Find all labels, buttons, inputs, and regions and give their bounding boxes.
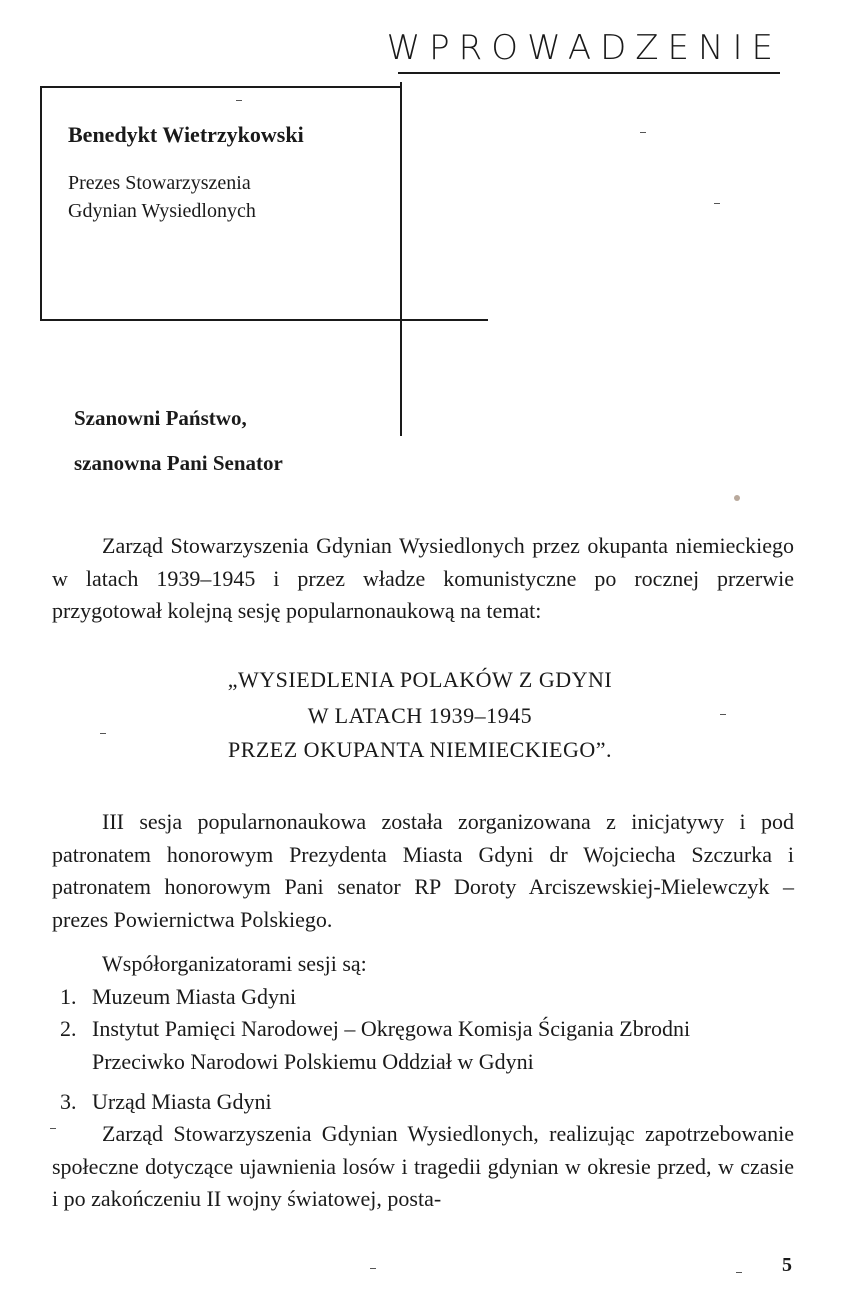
list-item <box>60 1086 794 1119</box>
list-item <box>60 981 794 1014</box>
session-title-line2: W LATACH 1939–1945 <box>307 703 533 728</box>
intro-paragraph-text: Zarząd Stowarzyszenia Gdynian Wysiedlonych przez okupanta niemieckiego w latach 1939–1945 i przez władze komunistyczne po rocznej przerwie przygotował kolejną sesję popularnonaukową na temat: <box>52 533 794 623</box>
author-role-line2: Gdynian Wysiedlonych <box>68 200 256 222</box>
scan-speck <box>370 1268 376 1269</box>
scan-speck <box>734 495 740 501</box>
session-info-text: III sesja popularnonaukowa została zorganizowana z inicjatywy i pod patronatem honorowym Prezydenta Miasta Gdyni dr Wojciecha Szczurka i patronatem honorowym Pani senator RP Doroty Arciszewskiej-Mielewczyk – prezes Powiernictwa Polskiego. <box>52 809 794 932</box>
greeting-line1: Szanowni Państwo, <box>74 406 247 430</box>
page-number: 5 <box>782 1254 792 1276</box>
list-item-number: 1. <box>60 984 77 1009</box>
scan-speck <box>236 100 242 101</box>
session-title-line1: „WYSIEDLENIA POLAKÓW Z GDYNI <box>227 667 613 692</box>
scan-speck <box>50 1128 56 1129</box>
closing-paragraph <box>52 1118 794 1216</box>
scan-speck <box>720 714 726 715</box>
list-item-text: Muzeum Miasta Gdyni <box>92 984 297 1009</box>
author-box-divider-rule <box>400 82 402 436</box>
author-box-bottom-rule <box>40 319 488 321</box>
list-item-number: 3. <box>60 1089 77 1114</box>
greeting-line2: szanowna Pani Senator <box>74 451 283 475</box>
intro-paragraph <box>52 530 794 628</box>
author-box-left-rule <box>40 86 42 320</box>
list-item-text: Urząd Miasta Gdyni <box>92 1089 272 1114</box>
list-item-text: Instytut Pamięci Narodowej – Okręgowa Komisja Ścigania Zbrodni <box>92 1016 691 1041</box>
session-title-line3: PRZEZ OKUPANTA NIEMIECKIEGO”. <box>227 737 613 762</box>
scan-speck <box>100 733 106 734</box>
author-name: Benedykt Wietrzykowski <box>68 122 304 147</box>
closing-paragraph-text: Zarząd Stowarzyszenia Gdynian Wysiedlonych, realizując zapotrzebowanie społeczne dotyczące ujawnienia losów i tragedii gdynian w okresie przed, w czasie i po zakończeniu II wojny światowej, posta- <box>52 1121 794 1211</box>
header-rule <box>398 72 780 74</box>
list-item-number: 2. <box>60 1016 77 1041</box>
scan-speck <box>736 1272 742 1273</box>
author-role-line1: Prezes Stowarzyszenia <box>68 172 251 194</box>
scan-speck <box>714 203 720 204</box>
scan-speck <box>640 132 646 133</box>
list-item <box>60 1013 794 1078</box>
session-info-paragraph <box>52 806 794 936</box>
list-item-continuation: Przeciwko Narodowi Polskiemu Oddział w Gdyni <box>92 1048 534 1074</box>
coorganizers-intro-text: Współorganizatorami sesji są: <box>102 951 367 976</box>
section-heading: WPROWADZENIE <box>386 28 782 68</box>
author-box-top-rule <box>40 86 402 88</box>
coorganizers-intro <box>52 948 794 981</box>
